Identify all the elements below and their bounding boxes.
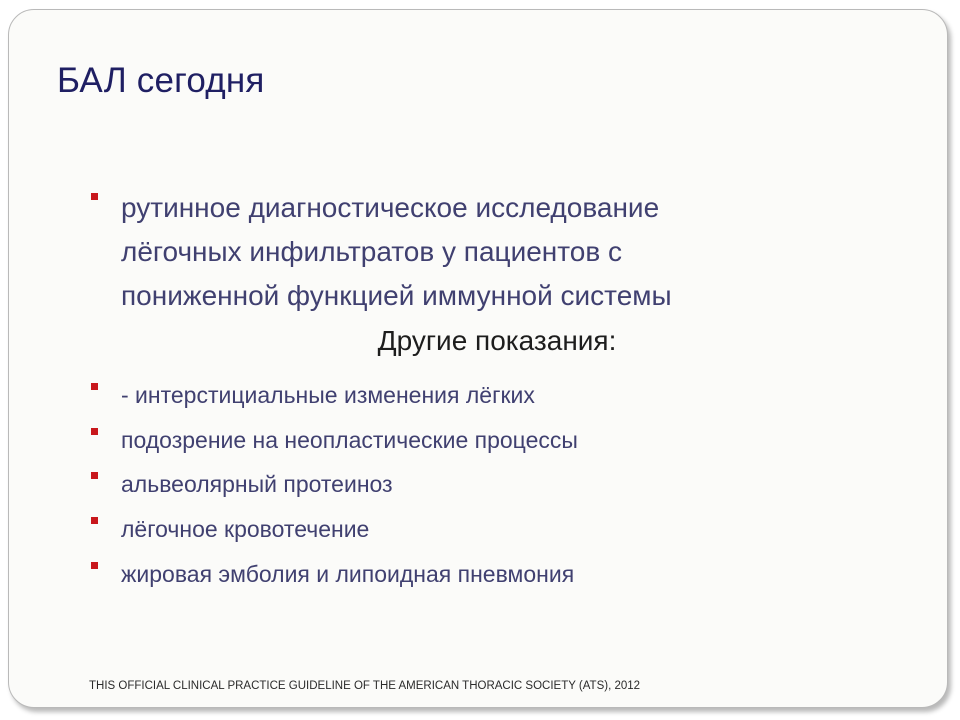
bullet-marker-icon (91, 193, 98, 200)
list-item-text: подозрение на неопластические процессы (121, 427, 578, 453)
list-item-text: лёгочное кровотечение (121, 516, 370, 542)
bullet-marker-icon (91, 517, 98, 524)
subheading: Другие показания: (377, 325, 617, 356)
bullet-marker-icon (91, 562, 98, 569)
list-item-text: жировая эмболия и липоидная пневмония (121, 561, 575, 587)
bullet-marker-icon (91, 383, 98, 390)
main-bullet-text (121, 186, 672, 318)
list-item-text: альвеолярный протеиноз (121, 471, 393, 497)
main-bullet-line: пониженной функцией иммунной системы (121, 280, 672, 311)
list-item-text: - интерстициальные изменения лёгких (121, 382, 535, 408)
bullet-marker-icon (91, 472, 98, 479)
citation-footnote: THIS OFFICIAL CLINICAL PRACTICE GUIDELINE OF THE AMERICAN THORACIC SOCIETY (ATS), 2012 (89, 680, 641, 692)
bullet-marker-icon (91, 428, 98, 435)
main-bullet-line: рутинное диагностическое исследование (121, 192, 660, 223)
main-bullet-line: лёгочных инфильтратов у пациентов с (121, 236, 622, 267)
slide-title: БАЛ сегодня (57, 61, 265, 100)
slide-frame (8, 9, 948, 708)
